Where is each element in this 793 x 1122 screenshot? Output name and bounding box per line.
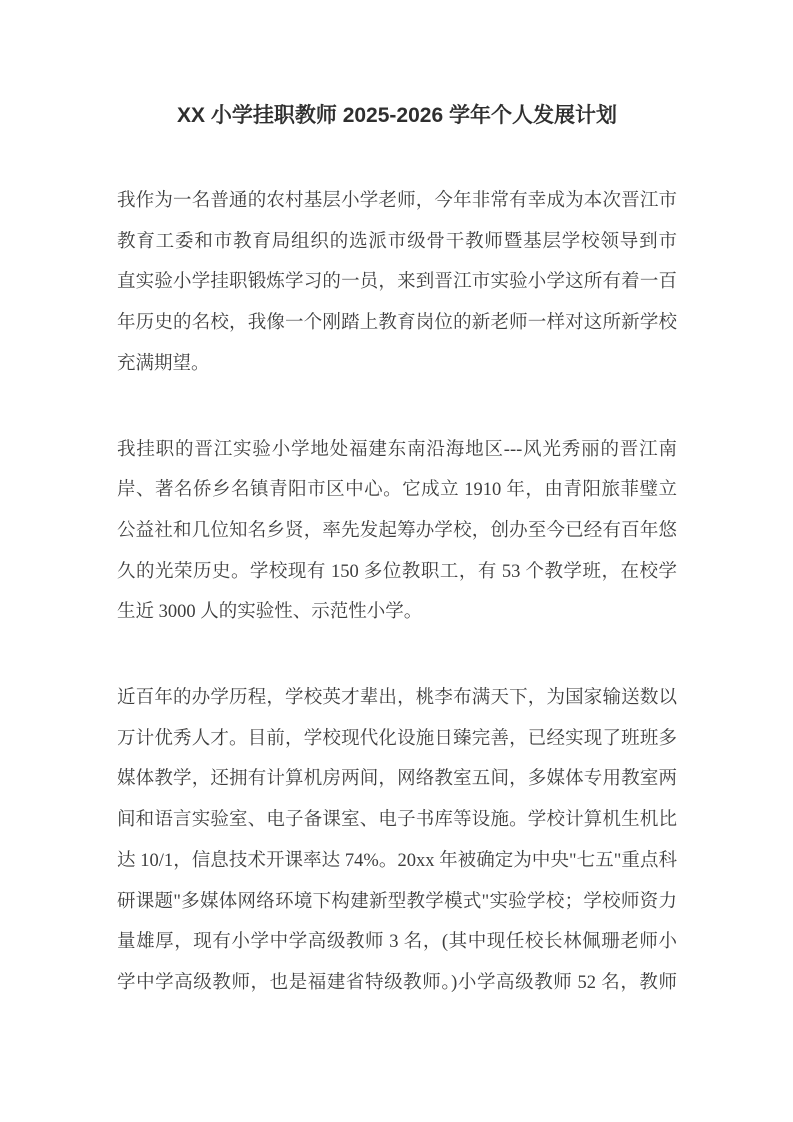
text-line: 久的光荣历史。学校现有 150 多位教职工，有 53 个教学班，在校学 — [117, 561, 677, 582]
text-line: 研课题"多媒体网络环境下构建新型教学模式"实验学校；学校师资力 — [117, 891, 677, 912]
document-title: XX 小学挂职教师 2025-2026 学年个人发展计划 — [177, 104, 617, 127]
text-line: 我作为一名普通的农村基层小学老师，今年非常有幸成为本次晋江市 — [117, 191, 677, 211]
text-line: 万计优秀人才。目前，学校现代化设施日臻完善，已经实现了班班多 — [117, 728, 677, 749]
text-line: 充满期望。 — [117, 353, 210, 374]
text-line: 间和语言实验室、电子备课室、电子书库等设施。学校计算机生机比 — [117, 810, 677, 831]
text-line: 量雄厚，现有小学中学高级教师 3 名，(其中现任校长林佩珊老师小 — [117, 932, 677, 953]
text-line: 达 10/1，信息技术开课率达 74%。20xx 年被确定为中央"七五"重点科 — [117, 850, 677, 871]
text-line: 直实验小学挂职锻炼学习的一员，来到晋江市实验小学这所有着一百 — [117, 272, 677, 293]
text-line: 近百年的办学历程，学校英才辈出，桃李布满天下，为国家输送数以 — [117, 688, 677, 709]
text-line: 年历史的名校，我像一个刚踏上教育岗位的新老师一样对这所新学校 — [117, 313, 677, 334]
document-content — [117, 95, 677, 1004]
paragraph-school-overview — [117, 430, 677, 634]
text-line: 教育工委和市教育局组织的选派市级骨干教师暨基层学校领导到市 — [117, 231, 677, 252]
text-line: 学中学高级教师，也是福建省特级教师。)小学高级教师 52 名，教师 — [117, 972, 677, 993]
paragraph-school-history — [117, 678, 677, 1004]
text-line: 我挂职的晋江实验小学地处福建东南沿海地区---风光秀丽的晋江南 — [117, 439, 677, 460]
text-line: 生近 3000 人的实验性、示范性小学。 — [117, 602, 423, 623]
paragraph-intro — [117, 181, 677, 385]
text-line: 媒体教学，还拥有计算机房两间，网络教室五间，多媒体专用教室两 — [117, 769, 677, 790]
text-line: 岸、著名侨乡名镇青阳市区中心。它成立 1910 年，由青阳旅菲璧立 — [117, 480, 677, 501]
text-line: 公益社和几位知名乡贤，率先发起筹办学校，创办至今已经有百年悠 — [117, 520, 677, 541]
